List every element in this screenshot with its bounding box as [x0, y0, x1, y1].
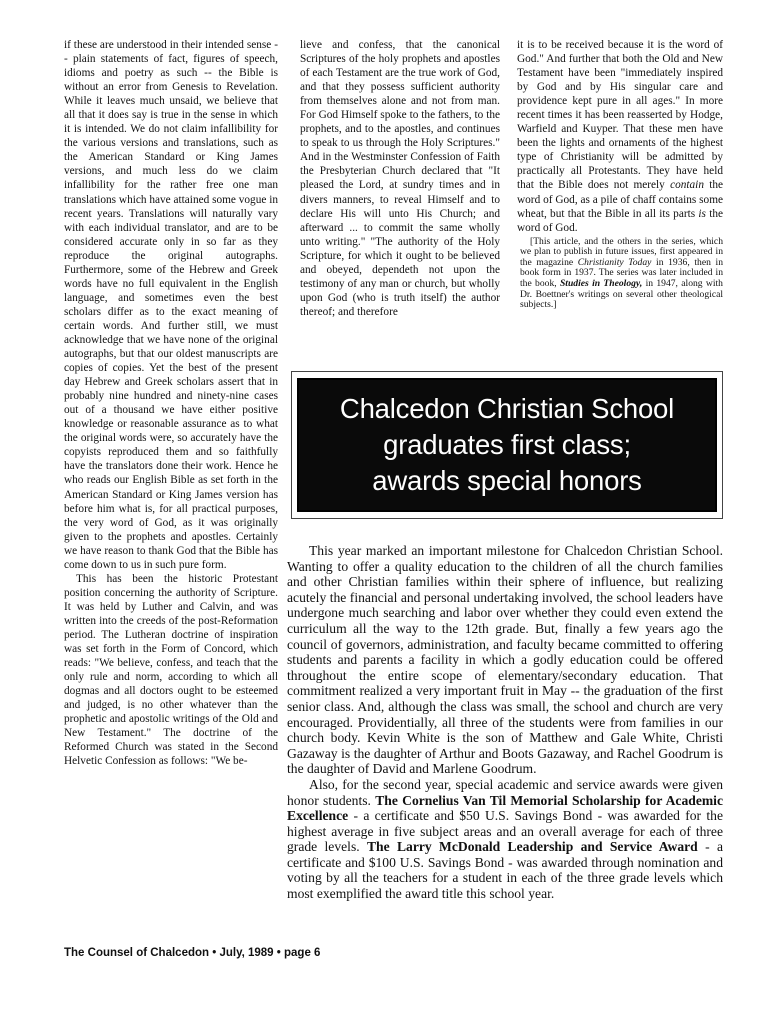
note-text-c: in 1947, along with Dr. Boettner's writings on several other theological subjects.]	[520, 278, 723, 311]
headline-banner	[297, 378, 717, 512]
col3-text-c: the word of God.	[517, 207, 723, 234]
award-mcdonald: The Larry McDonald Leadership and Service Award	[366, 839, 698, 855]
note-text-b: in 1936, then in book form in 1937. The series was later included in the book,	[520, 256, 723, 290]
school-article	[287, 543, 723, 902]
headline-line-2: graduates first class;	[383, 429, 631, 460]
note-text-a: [This article, and the others in the series, which we plan to publish in future issues, first appeared in the magazine	[520, 235, 723, 268]
col3-paragraph-1	[517, 38, 723, 235]
headline-line-1: Chalcedon Christian School	[339, 393, 675, 424]
note-magazine: Christianity Today	[577, 256, 652, 268]
article-paragraph-2	[287, 777, 723, 902]
col3-emphasis-contain: contain	[670, 179, 704, 192]
editor-note	[517, 237, 723, 311]
col3-emphasis-is: is	[698, 207, 706, 220]
article-text-a: Also, for the second year, special academic and service awards were given honor students.	[287, 776, 723, 808]
article-text-b: - a certificate and $50 U.S. Savings Bond - was awarded for the highest average in five subject areas and an overall average for each of three grade levels.	[287, 808, 723, 855]
col2-paragraph-1: lieve and confess, that the canonical Scriptures of the holy prophets and apostles of each Testament are the true work of God, and that they possess sufficient authority from themselves alone and not from man. For God Himself spoke to the fathers, to the prophets, and to the apostles, and continues to speak to us through the Holy Scriptures." And in the Westminster Confession of Faith the Presbyterian Church declared that "It pleased the Lord, at sundry times and in divers manners, to reveal Himself and to declare His will unto His Church; and afterward ... to commit the same wholly unto writing." "The authority of the Holy Scripture, for which it ought to be believed and obeyed, dependeth not upon the testimony of any man or church, but wholly upon God (who is truth itself) the author thereof; and therefore	[300, 39, 500, 318]
award-van-til: The Cornelius Van Til Memorial Scholarship for Academic Excellence	[287, 792, 723, 824]
col1-paragraph-1: if these are understood in their intended sense -- plain statements of fact, figures of speech, idioms and poetry as such -- the Bible is without an error from Genesis to Revelation. While it leaves much unsaid, we believe that all that it does say is true in the sense in which it is intended. We do not claim infallibility for the various versions and translations, such as the American Standard or King James versions, and much less do we claim infallibility for the rather free one man translations which have attained some vogue in recent years. Translations will naturally vary with each individual translator, and are to be considered accurate only in so far as they reproduce the original autographs. Furthermore, some of the Hebrew and Greek words have no full equivalent in the English language, and sometimes even the best scholars differ as to the exact meaning of certain words. And further still, we must acknowledge that we have none of the original autographs, but that our oldest manuscripts are copies of copies. Yet the best of the present day Hebrew and Greek scholars assert that in probably nine hundred and ninety-nine cases out of a thousand we have either positive knowledge or reasonable assurance as to what the original words were, so accurately have the copyists reproduced them and so faithfully have the translators done their work. Hence he who reads our English Bible as set forth in the American Standard or King James version has before him what is, for all practical purposes, the very word of God, as it was originally given to the prophets and apostles. Certainly we have reason to thank God that the Bible has come down to us in such pure form.	[64, 39, 278, 571]
col1-paragraph-2: This has been the historic Protestant position concerning the authority of Scripture. It was held by Luther and Calvin, and was written into the creeds of the post-Reformation period. The Lutheran doctrine of inspiration was set forth in the Form of Concord, which reads: "We believe, confess, and teach that the only rule and norm, according to which all dogmas and all doctors ought to be esteemed and judged, is no other whatever than the prophetic and apostolic writings of the Old and New Testament." The doctrine of the Reformed Church was stated in the Second Helvetic Confession as follows: "We be-	[64, 572, 278, 768]
col3-text-a: it is to be received because it is the word of God." And further that both the Old and New Testament have been "immediately inspired by God and by His singular care and providence kept pure in all ages." In more recent times it has been reasserted by Hodge, Warfield and Kuyper. That these men have been the lights and ornaments of the highest type of Christianity will be admitted by practically all Protestants. They have held that the Bible does not merely	[517, 39, 723, 192]
column-right	[517, 38, 723, 311]
column-left	[64, 38, 278, 768]
note-book-title: Studies in Theology,	[559, 278, 643, 290]
column-middle	[300, 38, 500, 319]
col3-text-b: the word of God, as a pile of chaff contains some wheat, but that the Bible in all its parts	[517, 179, 724, 220]
article-text-c: - a certificate and $100 U.S. Savings Bond - was awarded through nomination and voting by all the teachers for a student in each of the three grade levels which most exemplified the award title this school year.	[287, 839, 723, 902]
page-footer: The Counsel of Chalcedon • July, 1989 • page 6	[64, 947, 321, 959]
headline-line-3: awards special honors	[372, 465, 642, 496]
article-paragraph-1: This year marked an important milestone for Chalcedon Christian School. Wanting to offer a quality education to the children of all the church families and other Christian families within their sphere of influence, but realizing acutely the financial and personal undertaking involved, the school leaders have undergone much searching and labor over whether they could even extend the curriculum all the way to the 12th grade. But, finally a few years ago the council of governors, administration, and faculty became committed to offering students and parents a facility in which a godly education could be offered throughout the entire scope of elementary/secondary education. That commitment realized a very important fruit in May -- the graduation of the first senior class. And, although the class was small, the school and church are very encouraged. Providentially, all three of the students were from families in our church body. Kevin White is the son of Matthew and Gale White, Christi Gazaway is the daughter of Arthur and Boots Gazaway, and Rachel Goodrum is the daughter of David and Marlene Goodrum.	[287, 543, 723, 777]
